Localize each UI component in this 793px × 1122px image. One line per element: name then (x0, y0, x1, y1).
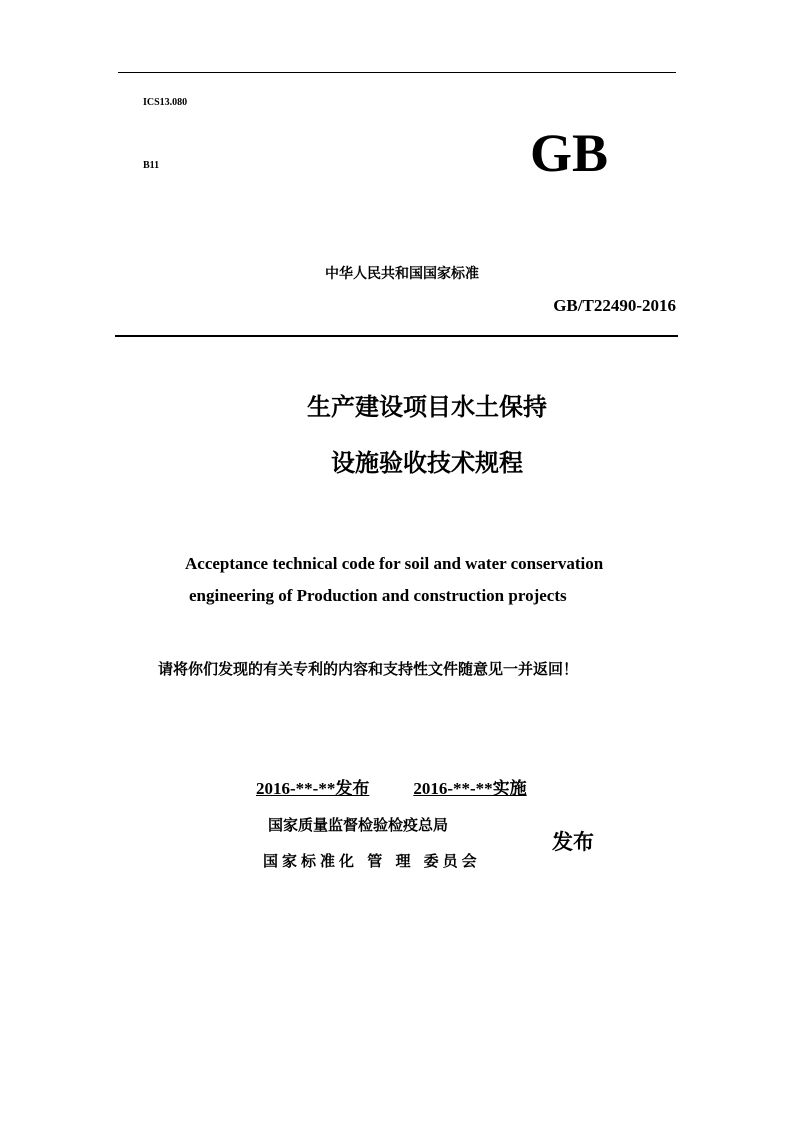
dates-line (256, 780, 562, 797)
title-cn-line1: 生产建设项目水土保持 (307, 393, 547, 421)
issuer-sac: 国家标准化 管 理 委员会 (263, 852, 481, 870)
issue-date: 2016-**-**发布 (256, 779, 370, 798)
ics-code: ICS13.080 (143, 97, 188, 108)
ccs-code: B11 (143, 160, 160, 171)
issued-label: 发布 (552, 830, 594, 854)
gb-logo: GB (530, 123, 609, 183)
title-en-line2: engineering of Production and construction projects (189, 586, 567, 605)
standard-number: GB/T22490-2016 (553, 296, 676, 315)
title-cn-line2: 设施验收技术规程 (331, 449, 523, 477)
header-rule (115, 335, 678, 337)
issuer-aqsiq: 国家质量监督检验检疫总局 (268, 816, 449, 834)
implement-date: 2016-**-**实施 (413, 779, 527, 798)
title-en-line1: Acceptance technical code for soil and water conservation (185, 554, 604, 573)
patent-notice: 请将你们发现的有关专利的内容和支持性文件随意见一并返回！ (158, 660, 579, 678)
standard-type: 中华人民共和国国家标准 (325, 266, 479, 282)
top-rule (118, 72, 676, 73)
